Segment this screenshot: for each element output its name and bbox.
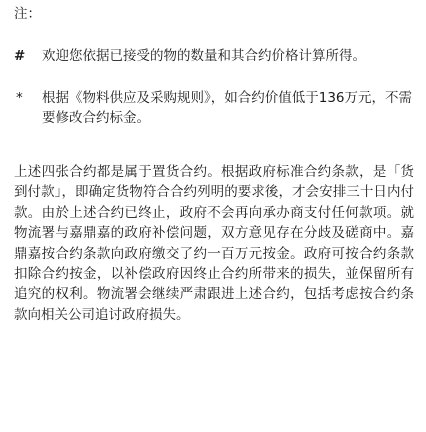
note-label: 注： xyxy=(14,6,41,22)
bullet-marker: * xyxy=(16,90,23,106)
heading-text: 欢迎您依据已接受的物的数量和其合约价格计算所得。 xyxy=(42,48,366,64)
body-paragraph: 上述四张合约都是属于置货合约。根据政府标准合约条款，是「货到付款」，即确定货物符合合约列明的要求後，才会安排三十日内付款。由於上述合约已终止，政府不会再向承办商支付任何款项。就物流署与嘉鼎嘉的政府补偿问题，双方意见存在分歧及磋商中。嘉鼎嘉按合约条款向政府缴交了约一百万元按金。政府可按合约条款扣除合约按金，以补偿政府因终止合约所带来的损失，並保留所有追究的权利。物流署会继续严肃跟进上述合约，包括考虑按合约条款向相关公司追讨政府损失。 xyxy=(14,164,414,323)
bullet-text: 根据《物料供应及采购规则》，如合约价值低于136万元，不需要修改合约标金。 xyxy=(42,90,413,126)
heading-marker: # xyxy=(14,48,26,64)
heading-row xyxy=(14,46,414,66)
bullet-row xyxy=(14,88,414,128)
